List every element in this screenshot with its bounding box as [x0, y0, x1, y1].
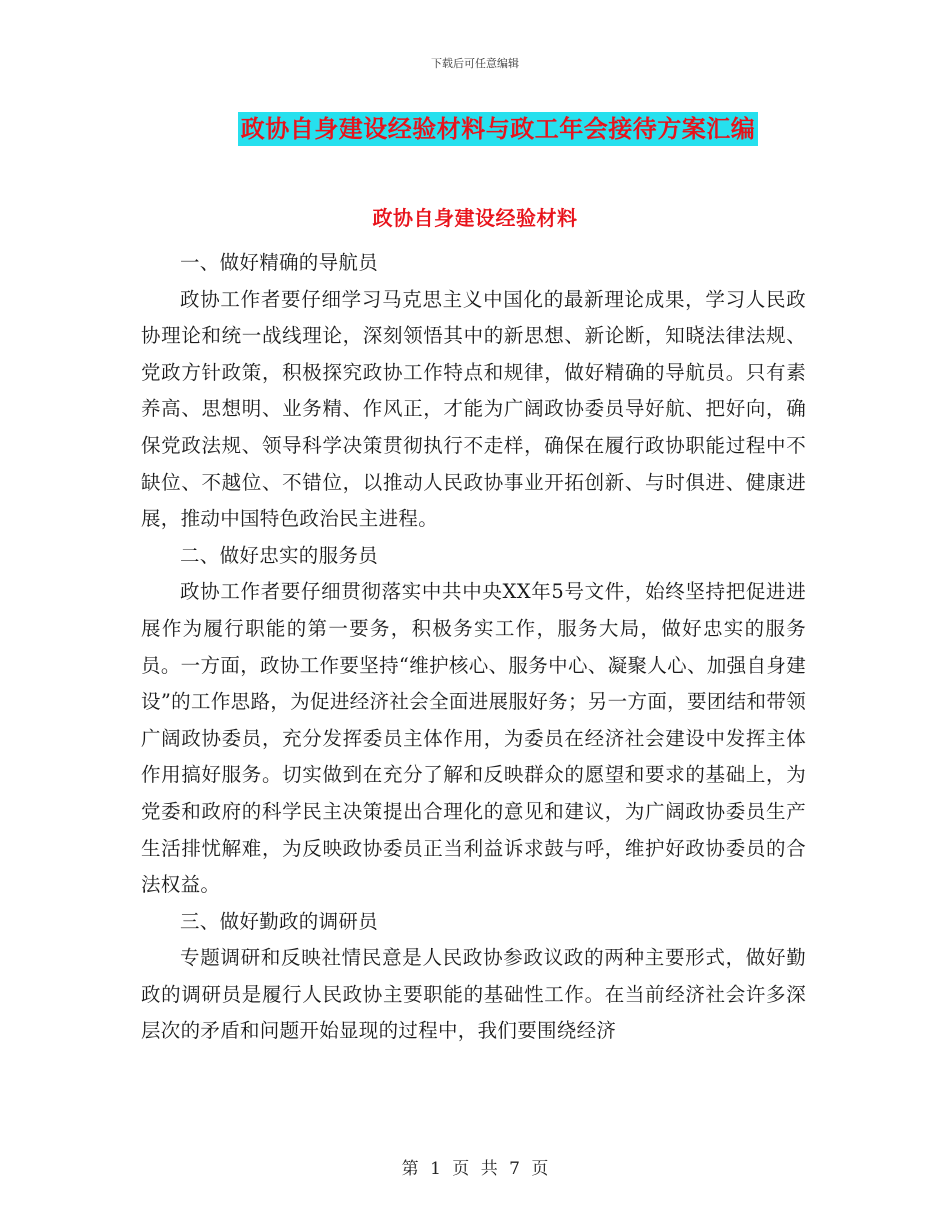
heading-3: 三、做好勤政的调研员: [180, 909, 379, 933]
paragraph-3: 专题调研和反映社情民意是人民政协参政议政的两种主要形式，做好勤政的调研员是履行人民政协主要职能的基础性工作。在当前经济社会许多深层次的矛盾和问题开始显现的过程中，我们要围绕经济: [141, 946, 806, 1043]
heading-2: 二、做好忠实的服务员: [180, 543, 379, 567]
paragraph-1: 政协工作者要仔细学习马克思主义中国化的最新理论成果，学习人民政协理论和统一战线理论，深刻领悟其中的新思想、新论断，知晓法律法规、党政方针政策，积极探究政协工作特点和规律，做好精确的导航员。只有素养高、思想明、业务精、作风正，才能为广阔政协委员导好航、把好向，确保党政法规、领导科学决策贯彻执行不走样，确保在履行政协职能过程中不缺位、不越位、不错位，以推动人民政协事业开拓创新、与时俱进、健康进展，推动中国特色政治民主进程。: [141, 287, 806, 531]
paragraph-2: 政协工作者要仔细贯彻落实中共中央XX年5号文件，始终坚持把促进进展作为履行职能的第一要务，积极务实工作，服务大局，做好忠实的服务员。一方面，政协工作要坚持“维护核心、服务中心、凝聚人心、加强自身建设”的工作思路，为促进经济社会全面进展服好务；另一方面，要团结和带领广阔政协委员，充分发挥委员主体作用，为委员在经济社会建设中发挥主体作用搞好服务。切实做到在充分了解和反映群众的愿望和要求的基础上，为党委和政府的科学民主决策提出合理化的意见和建议，为广阔政协委员生产生活排忧解难，为反映政协委员正当利益诉求鼓与呼，维护好政协委员的合法权益。: [141, 580, 806, 897]
section-title: 政协自身建设经验材料: [372, 206, 578, 230]
document-body: [141, 222, 806, 1050]
page-footer: 第 1 页 共 7 页: [401, 1159, 549, 1179]
document-title: [0, 112, 950, 146]
heading-1: 一、做好精确的导航员: [180, 251, 379, 274]
header-note: 下载后可任意编辑: [431, 57, 519, 70]
document-title-text: 政协自身建设经验材料与政工年会接待方案汇编: [238, 112, 759, 146]
